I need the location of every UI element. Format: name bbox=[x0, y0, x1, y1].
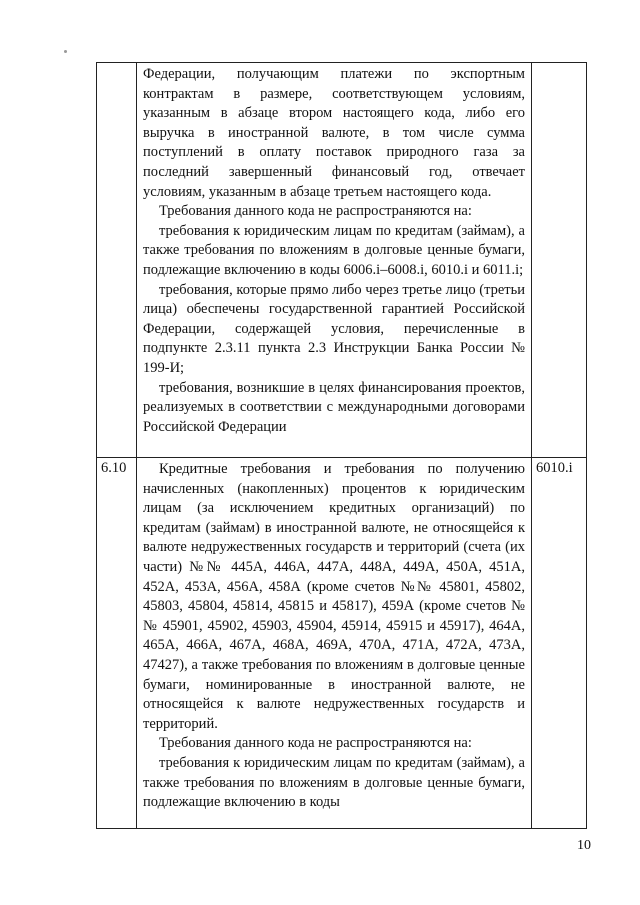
row-code-cell: 6010.i bbox=[532, 458, 587, 829]
page-number: 10 bbox=[577, 838, 591, 853]
row-description-cell bbox=[137, 63, 532, 458]
row-description-cell bbox=[137, 458, 532, 829]
paragraph: требования к юридическим лицам по кредитам (займам), а также требования по вложениям в долговые ценные бумаги, подлежащие включению в коды 6006.i–6008.i, 6010.i и 6011.i; bbox=[143, 222, 525, 278]
paragraph: требования, которые прямо либо через третье лицо (третьи лица) обеспечены государственной гарантией Российской Федерации, содержащей условия, перечисленные в подпункте 2.3.11 пункта 2.3 Инструкции Банка России № 199-И; bbox=[143, 281, 525, 376]
paragraph: Требования данного кода не распространяются на: bbox=[159, 735, 472, 752]
table-row bbox=[97, 458, 587, 829]
row-number-cell: 6.10 bbox=[97, 458, 137, 829]
scan-speck bbox=[64, 50, 67, 53]
row-number-cell bbox=[97, 63, 137, 458]
codes-table bbox=[96, 62, 587, 829]
table-row bbox=[97, 63, 587, 458]
paragraph: требования к юридическим лицам по кредитам (займам), а также требования по вложениям в долговые ценные бумаги, подлежащие включению в коды bbox=[143, 754, 525, 811]
paragraph: Требования данного кода не распространяются на: bbox=[159, 203, 472, 220]
row-code-cell bbox=[532, 63, 587, 458]
paragraph: Федерации, получающим платежи по экспортным контрактам в размере, соответствующем условиям, указанным в абзаце втором настоящего кода, либо его выручка в иностранной валюте, в том числе сумма поступлений в оплату поставок природного газа за последний завершенный финансовый год, отвечает условиям, указанным в абзаце третьем настоящего кода. bbox=[143, 66, 525, 200]
paragraph: Кредитные требования и требования по получению начисленных (накопленных) процентов к юридическим лицам (за исключением кредитных организаций) по кредитам (займам) в иностранной валюте, не относящейся к валюте недружественных государств и территорий (счета (их части) №№ 445А, 446А, 447А, 448А, 449А, 450А, 451А, 452А, 453А, 456А, 458А (кроме счетов №№ 45801, 45802, 45803, 45804, 45814, 45815 и 45817), 459А (кроме счетов №№ 45901, 45902, 45903, 45904, 45914, 45915 и 45917), 464А, 465А, 466А, 467А, 468А, 469А, 470А, 471А, 472А, 473А, 47427), а также требования по вложениям в долговые ценные бумаги, номинированные в иностранной валюте, не относящейся к валюте недружественных государств и территорий. bbox=[143, 461, 525, 732]
paragraph: требования, возникшие в целях финансирования проектов, реализуемых в соответствии с международными договорами Российской Федерации bbox=[143, 379, 525, 435]
